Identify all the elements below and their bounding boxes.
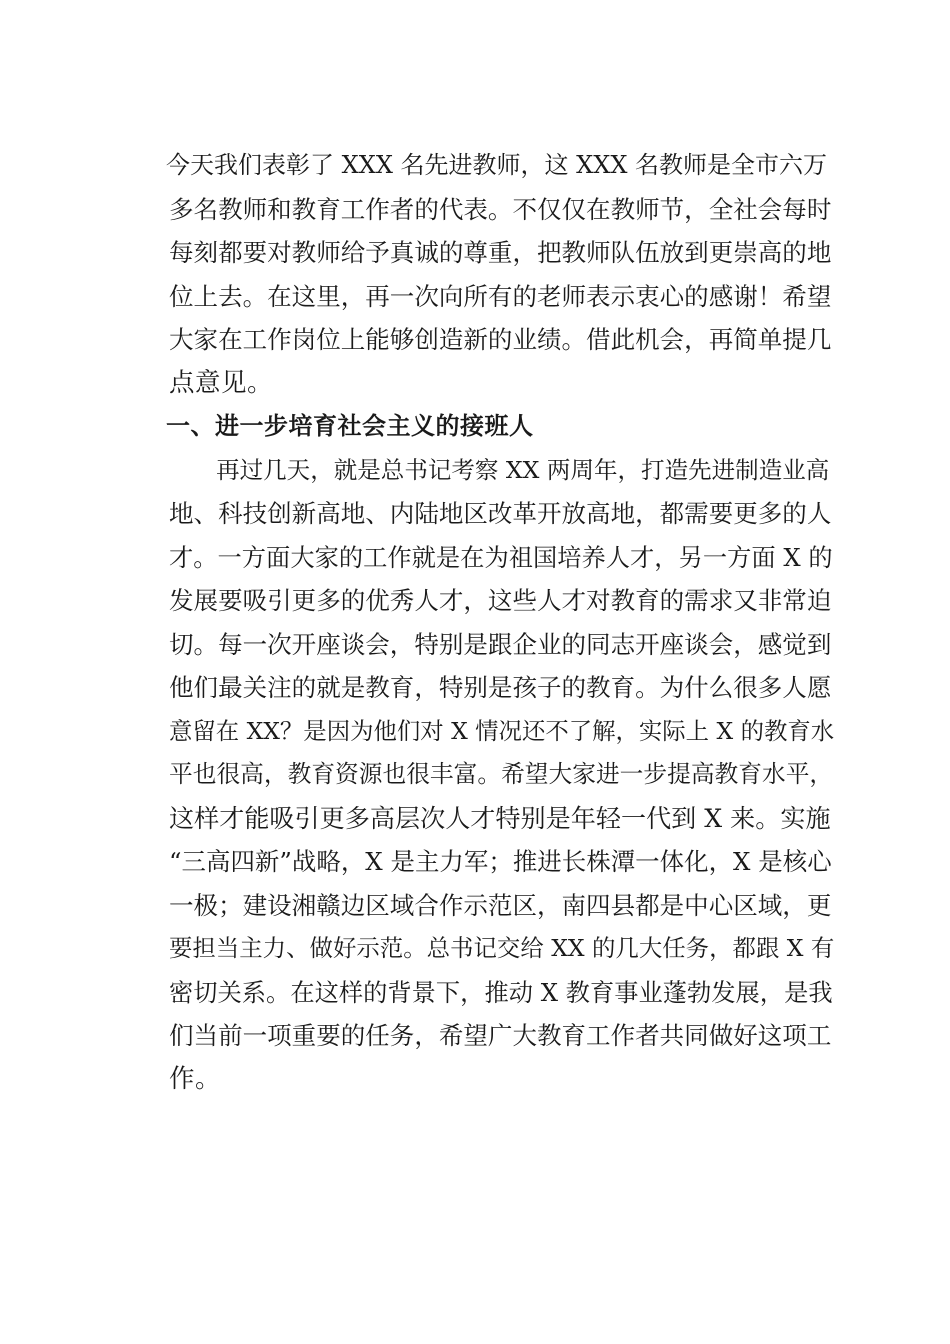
text-line: 密切关系。在这样的背景下，推动 X 教育事业蓬勃发展，是我 — [169, 977, 833, 1007]
text-line: 再过几天，就是总书记考察 XX 两周年，打造先进制造业高 — [216, 455, 830, 484]
text-line: 地、科技创新高地、内陆地区改革开放高地，都需要更多的人 — [169, 499, 832, 528]
text-line: 这样才能吸引更多高层次人才特别是年轻一代到 X 来。实施 — [169, 803, 831, 833]
paragraph-intro — [118, 144, 830, 405]
text-line: 们当前一项重要的任务，希望广大教育工作者共同做好这项工 — [169, 1021, 832, 1050]
text-line: 每刻都要对教师给予真诚的尊重，把教师队伍放到更崇高的地 — [169, 238, 832, 267]
text-line: 平也很高，教育资源也很丰富。希望大家进一步提高教育水平， — [169, 760, 834, 788]
text-line: 意留在 XX？是因为他们对 X 情况还不了解，实际上 X 的教育水 — [169, 716, 835, 745]
text-line: 作。 — [169, 1063, 222, 1094]
text-line: “三高四新”战略，X 是主力军；推进长株潭一体化，X 是核心 — [169, 847, 832, 876]
text-line: 要担当主力、做好示范。总书记交给 XX 的几大任务，都跟 X 有 — [169, 934, 835, 962]
text-line: 切。每一次开座谈会，特别是跟企业的同志开座谈会，感觉到 — [169, 629, 832, 659]
text-line: 位上去。在这里，再一次向所有的老师表示衷心的感谢！希望 — [169, 281, 832, 311]
document-page — [118, 144, 835, 1101]
text-line: 大家在工作岗位上能够创造新的业绩。借此机会，再简单提几 — [169, 325, 832, 354]
text-line: 点意见。 — [169, 367, 274, 398]
text-line: 发展要吸引更多的优秀人才，这些人才对教育的需求又非常迫 — [169, 586, 832, 615]
paragraph-section-1 — [118, 449, 835, 1102]
text-line: 他们最关注的就是教育，特别是孩子的教育。为什么很多人愿 — [169, 673, 832, 702]
text-line: 一极；建设湘赣边区域合作示范区，南四县都是中心区域，更 — [169, 890, 832, 920]
text-line: 今天我们表彰了 XXX 名先进教师，这 XXX 名教师是全市六万 — [166, 151, 828, 179]
section-heading: 一、进一步培育社会主义的接班人 — [166, 412, 534, 440]
text-line: 才。一方面大家的工作就是在为祖国培养人才，另一方面 X 的 — [169, 542, 833, 572]
text-line: 多名教师和教育工作者的代表。不仅仅在教师节，全社会每时 — [169, 194, 832, 224]
